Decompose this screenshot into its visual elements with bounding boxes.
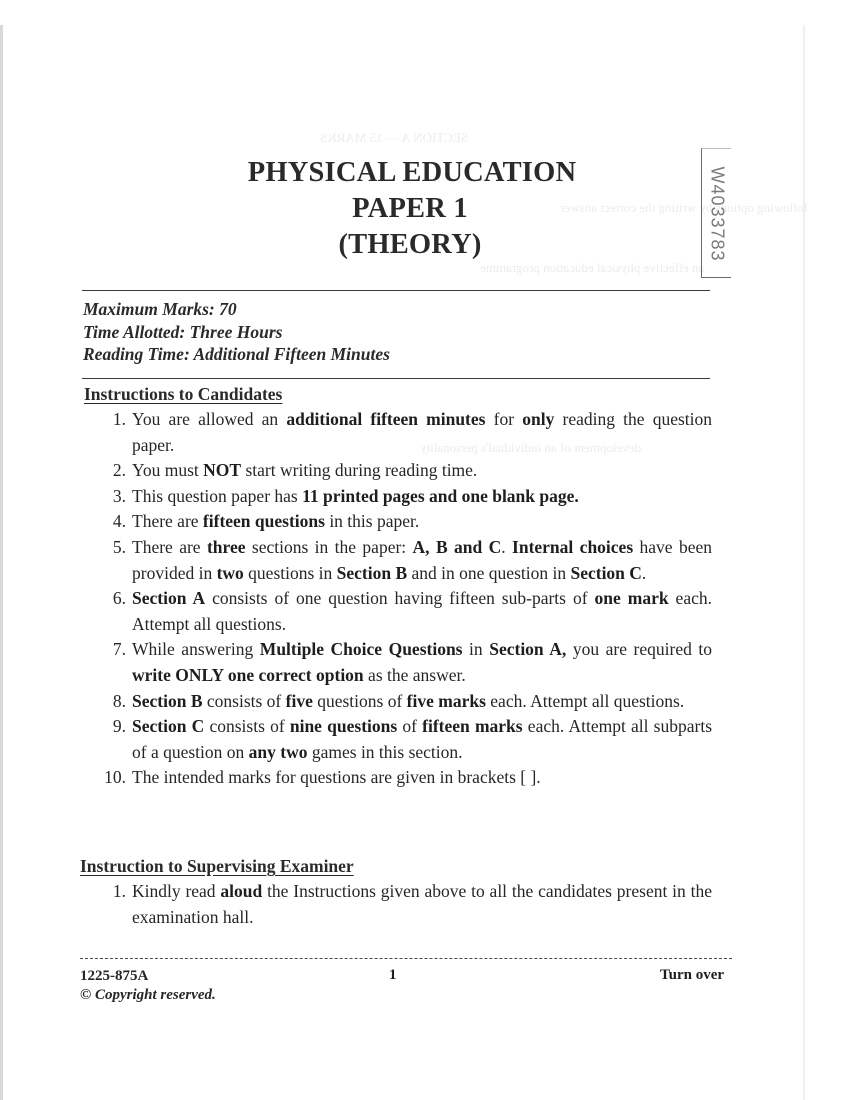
bleed-through-text: SECTION A — 15 MARKS — [320, 130, 469, 145]
divider — [82, 290, 710, 291]
reading-time: Reading Time: Additional Fifteen Minutes — [83, 344, 390, 364]
item-text — [132, 486, 579, 506]
paper-code: 1225-875A — [80, 968, 149, 984]
time-allotted: Time Allotted: Three Hours — [83, 321, 283, 342]
text-segment: start writing during reading time. — [241, 460, 478, 481]
examiner-instruction-item — [100, 879, 712, 930]
emphasis-text: five marks — [406, 690, 486, 711]
text-segment: There are — [132, 536, 207, 557]
emphasis-text: three — [206, 536, 246, 557]
text-segment: sections in the paper: — [245, 536, 413, 557]
candidate-instruction-item — [100, 586, 712, 637]
item-number: 5. — [112, 536, 126, 557]
item-text — [132, 716, 712, 762]
text-segment: as the answer. — [363, 664, 466, 685]
emphasis-text: NOT — [203, 460, 242, 481]
text-segment: There are — [132, 511, 203, 532]
text-segment: consists of — [204, 716, 290, 737]
emphasis-text: aloud — [220, 881, 263, 901]
item-number: 8. — [112, 690, 126, 711]
emphasis-text: Internal choices — [512, 536, 634, 557]
text-segment: the Instructions given above to all the candidates present in the examination hall. — [132, 881, 712, 927]
emphasis-text: two — [216, 562, 244, 583]
emphasis-text: Multiple Choice Questions — [259, 639, 463, 660]
paper-type: (THEORY) — [338, 229, 482, 260]
maximum-marks: Maximum Marks: 70 — [83, 299, 237, 319]
item-text — [132, 639, 712, 685]
text-segment: . — [641, 562, 647, 583]
item-text — [132, 691, 684, 711]
emphasis-text: Section A — [132, 588, 206, 609]
emphasis-text: 11 printed pages and one blank page. — [302, 485, 579, 506]
item-text — [132, 537, 712, 583]
examiner-instructions-heading: Instruction to Supervising Examiner — [80, 856, 354, 876]
text-segment: This question paper has — [132, 485, 303, 506]
item-number: 3. — [112, 485, 126, 506]
text-segment: . — [501, 536, 513, 557]
emphasis-text: fifteen marks — [422, 716, 523, 737]
item-text — [132, 511, 419, 531]
text-segment: in — [462, 639, 490, 660]
copyright-notice: © Copyright reserved. — [80, 987, 216, 1003]
candidate-instruction-item — [100, 484, 712, 510]
emphasis-text: Section A, — [489, 639, 567, 660]
examiner-instructions-list — [100, 879, 712, 930]
text-segment: reading the question paper. — [132, 409, 712, 455]
text-segment: You must — [132, 460, 204, 481]
item-text — [132, 881, 712, 927]
page-number: 1 — [389, 967, 397, 983]
paper-title — [0, 155, 820, 263]
text-segment: questions of — [312, 690, 407, 711]
text-segment: consists of one question having fifteen sub-parts of — [205, 588, 595, 609]
candidate-instruction-item — [100, 765, 712, 791]
item-number: 2. — [112, 460, 126, 481]
text-segment: and in one question in — [407, 562, 571, 583]
candidate-instruction-item — [100, 637, 712, 688]
item-number: 4. — [112, 511, 126, 532]
text-segment: questions in — [243, 562, 337, 583]
emphasis-text: only — [522, 409, 555, 429]
text-segment: The intended marks for questions are given in brackets [ ]. — [132, 767, 541, 788]
item-number: 1. — [112, 881, 126, 901]
emphasis-text: fifteen questions — [202, 511, 325, 532]
bleed-through-text: an effective physical education programme — [480, 260, 705, 275]
item-number: 6. — [112, 588, 126, 609]
emphasis-text: five — [285, 690, 313, 711]
candidate-instruction-item — [100, 714, 712, 765]
turn-over-note: Turn over — [660, 967, 725, 983]
emphasis-text: Section C — [132, 716, 205, 737]
emphasis-text: Section C — [570, 562, 642, 583]
text-segment: While answering — [132, 639, 260, 660]
candidate-instruction-item — [100, 458, 712, 484]
text-segment: each. Attempt all questions. — [485, 690, 685, 711]
footer-divider — [80, 958, 732, 959]
item-number: 1. — [112, 409, 126, 429]
text-segment: consists of — [202, 690, 286, 711]
emphasis-text: write ONLY one correct option — [132, 664, 364, 685]
item-text — [132, 588, 712, 634]
item-text — [132, 409, 712, 455]
text-segment: of — [397, 716, 423, 737]
item-number: 9. — [112, 716, 126, 737]
divider — [82, 378, 710, 379]
emphasis-text: any two — [248, 741, 308, 762]
item-text — [132, 460, 477, 480]
item-number: 7. — [112, 639, 126, 660]
item-text — [132, 767, 541, 787]
candidate-instruction-item — [100, 407, 712, 458]
candidate-instructions-heading: Instructions to Candidates — [84, 384, 283, 404]
text-segment: have been provided in — [132, 536, 712, 583]
bleed-through-text: development of an individual's personality — [420, 440, 642, 455]
item-number: 10. — [104, 767, 126, 788]
text-segment: games in this section. — [307, 741, 463, 762]
paper-number: PAPER 1 — [352, 193, 468, 224]
text-segment: each. Attempt all subparts of a question on — [132, 716, 713, 762]
emphasis-text: A, B and C — [412, 536, 502, 557]
bleed-through-text: following options by writing the correct answer — [560, 200, 808, 215]
text-segment: in this paper. — [324, 511, 420, 532]
text-segment: each. Attempt all questions. — [132, 588, 712, 634]
emphasis-text: Section B — [132, 690, 203, 711]
text-segment: you are required to — [566, 639, 712, 660]
candidate-instruction-item — [100, 689, 712, 715]
candidate-instruction-item — [100, 535, 712, 586]
serial-number-box — [701, 148, 731, 278]
emphasis-text: nine questions — [289, 716, 398, 737]
serial-number: W4033783 — [707, 166, 728, 262]
footer-left — [80, 967, 216, 1005]
emphasis-text: additional fifteen minutes — [286, 409, 486, 429]
text-segment: Kindly read — [132, 881, 221, 901]
text-segment: You are allowed an — [132, 409, 287, 429]
candidate-instruction-item — [100, 509, 712, 535]
subject-title: PHYSICAL EDUCATION — [247, 157, 577, 188]
candidate-instructions-list — [100, 407, 712, 791]
text-segment: for — [485, 409, 523, 429]
emphasis-text: one mark — [594, 588, 669, 609]
exam-meta — [83, 298, 390, 366]
emphasis-text: Section B — [336, 562, 408, 583]
